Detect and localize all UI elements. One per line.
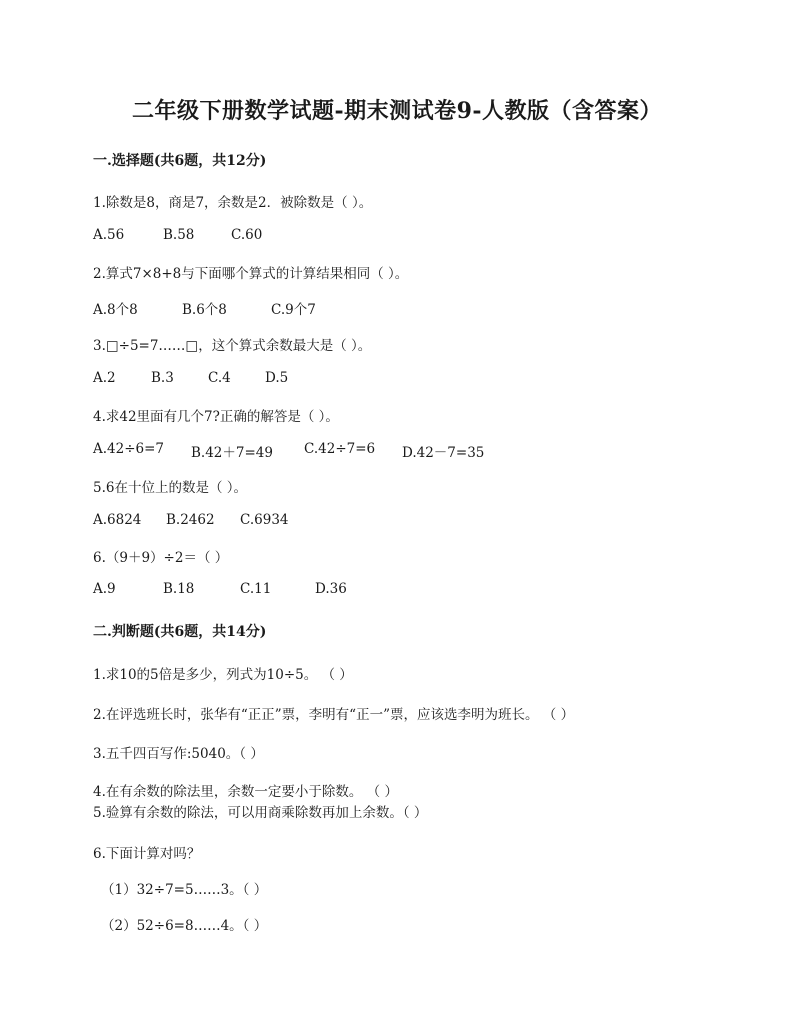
question-text: 5.6在十位上的数是（ ）。 [93, 480, 248, 496]
option-c: C.6934 [240, 512, 289, 528]
question-text: 2.算式7×8+8与下面哪个算式的计算结果相同（ ）。 [93, 266, 409, 282]
option-a: A.2 [93, 370, 116, 386]
option-c: C.60 [231, 227, 263, 243]
option-d: D.36 [315, 581, 347, 597]
question-text: 3.五千四百写作:5040。（ ） [93, 746, 264, 762]
question-text: 5.验算有余数的除法，可以用商乘除数再加上余数。（ ） [93, 805, 428, 821]
question-text: 6.下面计算对吗？ [93, 846, 201, 862]
question-text: 6.（9＋9）÷2＝（ ） [93, 550, 229, 566]
question-text: 1.除数是8，商是7，余数是2．被除数是（ ）。 [93, 195, 373, 211]
option-a: A.42÷6=7 [93, 441, 165, 457]
option-c: C.4 [208, 370, 231, 386]
question-text: 1.求10的5倍是多少，列式为10÷5。 （ ） [93, 667, 353, 683]
sub-question: （1）32÷7=5……3。（ ） [101, 882, 268, 898]
question-text: 4.求42里面有几个7?正确的解答是（ ）。 [93, 409, 339, 425]
question-text: 2.在评选班长时，张华有“正正”票，李明有“正一”票，应该选李明为班长。 （ ） [93, 707, 575, 723]
option-b: B.42＋7=49 [191, 445, 273, 461]
option-b: B.2462 [166, 512, 215, 528]
option-b: B.6个8 [182, 302, 227, 318]
section-heading-choice: 一.选择题(共6题，共12分) [93, 153, 267, 169]
option-a: A.9 [93, 581, 116, 597]
option-b: B.58 [163, 227, 195, 243]
option-d: D.5 [265, 370, 289, 386]
option-d: D.42－7=35 [402, 445, 485, 461]
option-c: C.9个7 [271, 302, 316, 318]
page-title: 二年级下册数学试题-期末测试卷9-人教版（含答案） [131, 98, 663, 124]
sub-question: （2）52÷6=8……4。（ ） [101, 918, 268, 934]
option-a: A.6824 [93, 512, 142, 528]
option-b: B.3 [151, 370, 174, 386]
option-c: C.11 [240, 581, 272, 597]
option-a: A.56 [93, 227, 125, 243]
section-heading-judgement: 二.判断题(共6题，共14分) [93, 624, 267, 640]
option-b: B.18 [163, 581, 195, 597]
option-a: A.8个8 [93, 302, 138, 318]
question-text: 3.□÷5=7……□，这个算式余数最大是（ ）。 [93, 338, 372, 354]
option-c: C.42÷7=6 [304, 441, 376, 457]
question-text: 4.在有余数的除法里，余数一定要小于除数。 （ ） [93, 784, 398, 800]
